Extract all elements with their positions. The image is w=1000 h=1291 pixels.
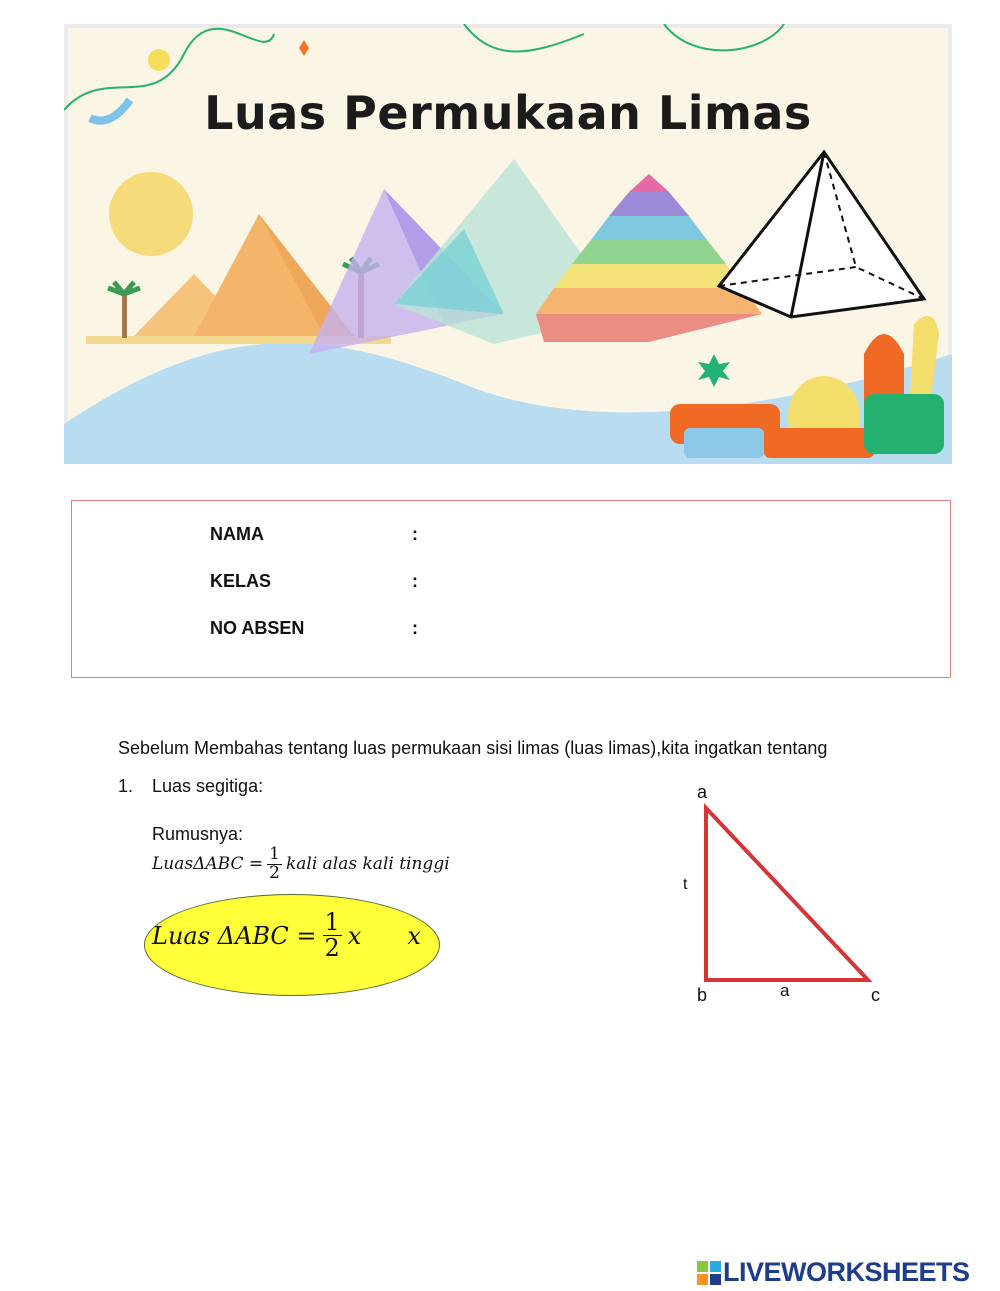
sun-icon [148, 49, 170, 71]
kelas-label: KELAS [210, 571, 272, 591]
formula1-denominator: 2 [269, 862, 280, 883]
nama-label: NAMA [210, 524, 264, 544]
identity-box [71, 500, 951, 678]
no-absen-input[interactable] [436, 614, 920, 640]
kelas-colon: : [412, 571, 418, 591]
answer-blank-2[interactable] [427, 922, 461, 950]
liveworksheets-name: LIVEWORKSHEETS [723, 1257, 970, 1287]
header-banner [64, 24, 952, 464]
liveworksheets-icon [697, 1261, 721, 1285]
triangle-label-bottom-left: b [697, 985, 708, 1005]
rumus-label: Rumusnya: [152, 824, 244, 844]
nama-input[interactable] [436, 520, 920, 546]
formula2-lhs: Luas ΔABC = [152, 921, 317, 950]
kelas-input[interactable] [436, 567, 920, 593]
formula2-fraction [323, 910, 342, 961]
formula-answer [152, 910, 461, 961]
triangle-label-top: a [697, 782, 708, 802]
formula2-x1: x [347, 921, 362, 950]
item-title: Luas segitiga: [152, 776, 264, 796]
formula-definition [152, 846, 450, 883]
triangle-diagram [670, 780, 910, 1010]
formula2-denominator: 2 [324, 934, 340, 963]
item-number: 1. [118, 776, 134, 796]
triangle-label-height: t [683, 876, 688, 893]
liveworksheets-logo[interactable] [697, 1257, 970, 1288]
formula2-numerator: 1 [324, 908, 340, 936]
formula1-lhs: LuasΔABC = [152, 854, 264, 875]
intro-text: Sebelum Membahas tentang luas permukaan sisi limas (luas limas),kita ingatkan tentang [118, 738, 828, 758]
triangle-label-base: a [780, 981, 790, 1000]
triangle-label-bottom-right: c [871, 985, 880, 1005]
formula1-numerator: 1 [269, 844, 280, 864]
nama-colon: : [412, 524, 418, 544]
formula1-rhs: kali alas kali tinggi [285, 854, 450, 875]
answer-blank-1[interactable] [367, 922, 401, 950]
sun-shape [109, 172, 193, 256]
right-triangle [706, 808, 868, 980]
no-absen-colon: : [412, 618, 418, 638]
formula1-fraction [267, 846, 282, 883]
no-absen-label: NO ABSEN [210, 618, 305, 638]
banner-title: Luas Permukaan Limas [204, 86, 812, 140]
formula2-x2: x [407, 921, 421, 950]
